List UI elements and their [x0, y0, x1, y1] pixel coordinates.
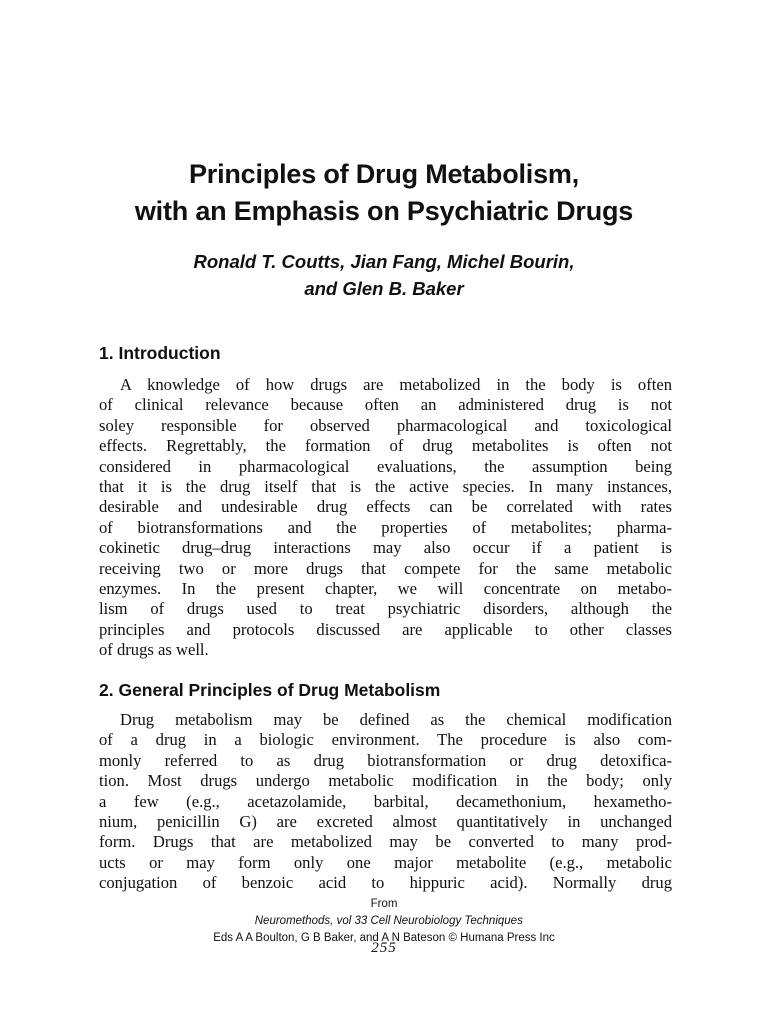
- text-line: of drugs as well.: [99, 640, 209, 660]
- citation-from: From: [370, 898, 398, 910]
- text-line: Drug metabolism may be defined as the chemical modification: [120, 710, 672, 729]
- title-line-1: Principles of Drug Metabolism,: [188, 159, 580, 189]
- citation-source-line: [0, 896, 768, 930]
- text-line: of clinical relevance because often an administered drug is not: [99, 395, 672, 415]
- text-line: A knowledge of how drugs are metabolized in the body is often: [120, 375, 672, 394]
- text-line: monly referred to as drug biotransformation or drug detoxifica-: [99, 750, 672, 770]
- page-number: 255: [371, 940, 397, 956]
- text-line: of a drug in a biologic environment. The procedure is also com-: [99, 730, 672, 750]
- text-line: effects. Regrettably, the formation of drug metabolites is often not: [99, 436, 672, 456]
- citation-series: Neuromethods, vol 33 Cell Neurobiology Techniques: [254, 915, 523, 927]
- text-line: conjugation of benzoic acid to hippuric acid). Normally drug: [99, 873, 672, 893]
- title-line-2: with an Emphasis on Psychiatric Drugs: [134, 196, 634, 226]
- text-line: ucts or may form only one major metabolite (e.g., metabolic: [99, 852, 672, 872]
- text-line: lism of drugs used to treat psychiatric disorders, although the: [99, 599, 672, 619]
- authors-line-2: and Glen B. Baker: [304, 278, 464, 299]
- text-line: tion. Most drugs undergo metabolic modification in the body; only: [99, 771, 672, 791]
- text-line: desirable and undesirable drug effects can be correlated with rates: [99, 497, 672, 517]
- article-title: [0, 156, 768, 230]
- text-line: enzymes. In the present chapter, we will concentrate on metabo-: [99, 578, 672, 598]
- text-line: form. Drugs that are metabolized may be converted to many prod-: [99, 832, 672, 852]
- section-heading-general-principles: 2. General Principles of Drug Metabolism: [99, 680, 441, 700]
- text-line: considered in pharmacological evaluations, the assumption being: [99, 456, 672, 476]
- text-line: receiving two or more drugs that compete for the same metabolic: [99, 558, 672, 578]
- text-line: nium, penicillin G) are excreted almost quantitatively in unchanged: [99, 811, 672, 831]
- section-heading-introduction: 1. Introduction: [99, 343, 221, 363]
- citation-editors: Eds A A Boulton, G B Baker, and A N Bateson © Humana Press Inc: [213, 932, 555, 944]
- authors-line-1: Ronald T. Coutts, Jian Fang, Michel Bourin,: [193, 251, 575, 272]
- text-line: soley responsible for observed pharmacological and toxicological: [99, 415, 672, 435]
- text-line: principles and protocols discussed are applicable to other classes: [99, 619, 672, 639]
- text-line: a few (e.g., acetazolamide, barbital, decamethonium, hexametho-: [99, 791, 672, 811]
- author-list: [0, 248, 768, 302]
- text-line: that it is the drug itself that is the active species. In many instances,: [99, 476, 672, 496]
- paragraph-introduction: [99, 375, 672, 660]
- text-line: cokinetic drug–drug interactions may also occur if a patient is: [99, 538, 672, 558]
- paragraph-general-principles: [99, 710, 672, 894]
- text-line: of biotransformations and the properties of metabolites; pharma-: [99, 517, 672, 537]
